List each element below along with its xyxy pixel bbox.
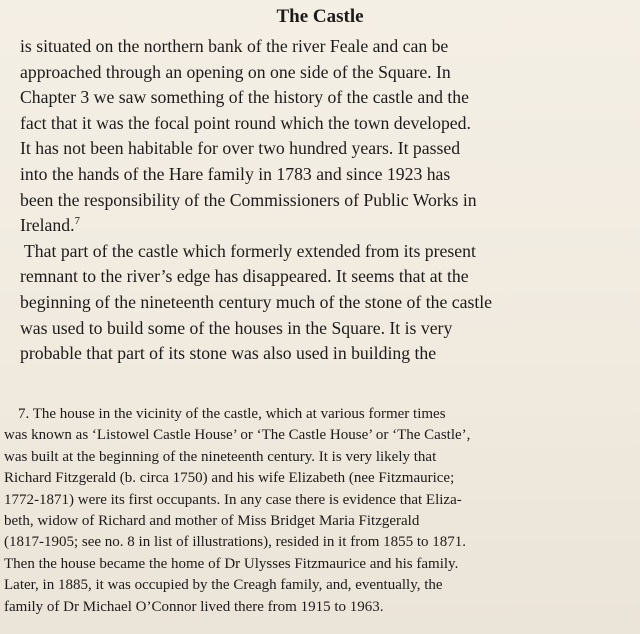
text-line: been the responsibility of the Commissioners of Public Works in [20, 189, 477, 210]
text-line: into the hands of the Hare family in 1783 and since 1923 has [20, 163, 451, 184]
footnote-line: 1772-1871) were its first occupants. In any case there is evidence that Eliza- [4, 491, 462, 508]
text-line: is situated on the northern bank of the river Feale and can be [20, 36, 449, 56]
text-line-end: Ireland. [20, 215, 75, 236]
footnote-line: Richard Fitzgerald (b. circa 1750) and his wife Elizabeth (nee Fitzmaurice; [4, 470, 455, 487]
footnote-line: beth, widow of Richard and mother of Miss Bridget Maria Fitzgerald [4, 513, 420, 530]
text-line: beginning of the nineteenth century much of the stone of the castle [20, 291, 493, 312]
footnote-line: was built at the beginning of the nineteenth century. It is very likely that [4, 448, 437, 465]
footnote-line: (1817-1905; see no. 8 in list of illustrations), resided in it from 1855 to 1871. [4, 534, 467, 551]
text-line: Chapter 3 we saw something of the history of the castle and the [20, 87, 469, 108]
text-line: probable that part of its stone was also used in building the [20, 343, 437, 364]
text-line-last [20, 213, 612, 239]
body-text [20, 34, 612, 367]
text-line: remnant to the river’s edge has disappeared. It seems that at the [20, 266, 469, 287]
footnote-line: 7. The house in the vicinity of the castle, which at various former times [18, 406, 446, 422]
footnote-block [4, 404, 624, 618]
section-heading: The Castle [276, 6, 364, 27]
text-line: approached through an opening on one side of the Square. In [20, 61, 451, 82]
text-line: It has not been habitable for over two hundred years. It passed [20, 138, 461, 159]
text-line: was used to build some of the houses in the Square. It is very [20, 317, 453, 338]
footnote-line: Later, in 1885, it was occupied by the Creagh family, and, eventually, the [4, 577, 443, 594]
text-line: fact that it was the focal point round which the town developed. [20, 112, 471, 133]
text-line: That part of the castle which formerly extended from its present [24, 240, 476, 261]
footnote-line: was known as ‘Listowel Castle House’ or ‘The Castle House’ or ‘The Castle’, [4, 427, 471, 444]
footnote-line: family of Dr Michael O’Connor lived there from 1915 to 1963. [4, 598, 384, 615]
footnote-line: Then the house became the home of Dr Ulysses Fitzmaurice and his family. [4, 555, 459, 572]
footnote-reference: 7 [74, 215, 81, 228]
